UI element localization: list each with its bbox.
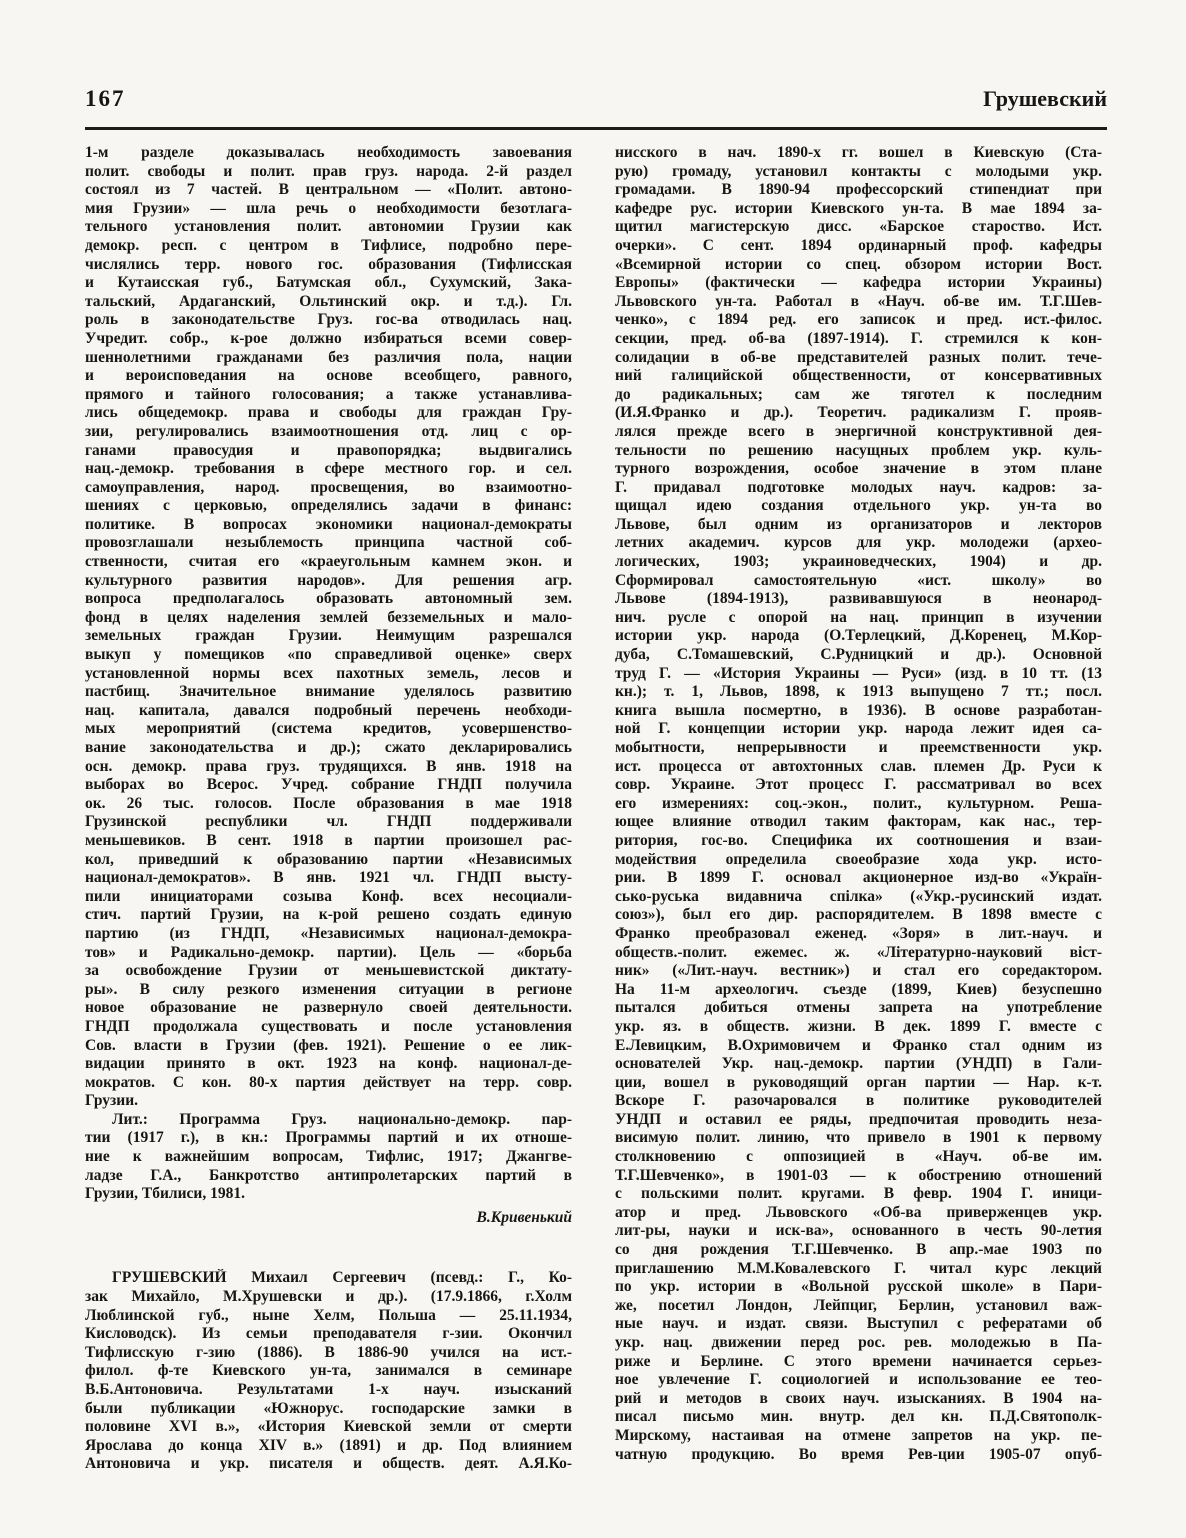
- text-line: щитил магистерскую дисс. «Барское староство. Ист.: [615, 218, 1102, 236]
- text-line: ист. процесса от автохтонных слав. племен Др. Руси к: [615, 757, 1102, 775]
- text-line: мобытности, непрерывности и преемственности укр.: [615, 739, 1102, 756]
- text-line: рии. В 1899 Г. основал акционерное изд-во «Украïн-: [615, 869, 1102, 887]
- text-line: логических, 1903; украиноведческих, 1904) и др.: [615, 553, 1102, 571]
- text-line: и вероисповедания на основе всеобщего, равного,: [85, 367, 572, 385]
- text-line: Учредит. собр., к-рое должно избираться всеми совер-: [85, 329, 572, 347]
- running-head: Грушевский: [983, 86, 1107, 111]
- text-line: писал письмо мин. внутр. дел кн. П.Д.Святополк-: [615, 1408, 1102, 1426]
- text-line: провозглашали незыблемость принципа частной соб-: [85, 534, 572, 552]
- text-line: кол, приведший к образованию партии «Независимых: [85, 850, 572, 868]
- text-line: ное увлечение Г. социологией и использование ее тео-: [615, 1371, 1102, 1389]
- text-line: Кисловодск). Из семьи преподавателя г-зии. Окончил: [85, 1325, 572, 1343]
- text-line: выборах во Всерос. Учред. собрание ГНДП получила: [85, 776, 572, 794]
- text-line: за освобождение Грузии от меньшевистской диктату-: [85, 962, 572, 980]
- text-line: Ярослава до конца XIV в.» (1891) и др. Под влиянием: [85, 1436, 572, 1454]
- text-line: рую) громаду, установил контакты с молодыми укр.: [615, 162, 1102, 180]
- text-line: вопроса предполагалось образовать автономный зем.: [85, 590, 572, 608]
- text-line: ченко», с 1894 ред. его записок и пред. ист.-филос.: [615, 311, 1102, 329]
- text-line: полит. свободы и полит. прав груз. народа. 2-й раздел: [85, 162, 572, 180]
- text-line: тов» и Радикально-демокр. партии). Цель — «борьба: [85, 943, 572, 961]
- header-rule: [85, 127, 1107, 130]
- text-line: основателей Укр. нац.-демокр. партии (УНДП) в Гали-: [615, 1055, 1102, 1073]
- text-line: приглашению М.М.Ковалевского Г. читал курс лекций: [615, 1259, 1102, 1277]
- text-line: ладзе Г.А., Банкротство антипролетарских партий в: [85, 1166, 572, 1184]
- text-line: по укр. истории в «Вольной русской школе» в Пари-: [615, 1278, 1102, 1296]
- text-line: Львове, был одним из организаторов и лекторов: [615, 515, 1102, 533]
- text-line: лит-ры, науки и иск-ва», основанного в честь 90-летия: [615, 1222, 1102, 1240]
- text-line: Мирскому, настаивая на отмене запретов на укр. пе-: [615, 1426, 1102, 1444]
- text-line: дуба, С.Томашевский, С.Рудницкий и др.). Основной: [615, 646, 1102, 664]
- text-line: Антоновича и укр. писателя и обществ. деят. А.Я.Ко-: [85, 1455, 572, 1473]
- text-line: Лит.: Программа Груз. национально-демокр. пар-: [112, 1110, 572, 1128]
- text-line: фонд в целях наделения землей безземельных и мало-: [85, 608, 572, 626]
- page-content: [85, 144, 1102, 1474]
- text-line: УНДП и оставил ее ряды, предпочитая проводить неза-: [615, 1110, 1102, 1128]
- text-line: Сформировал самостоятельную «ист. школу» во: [615, 571, 1102, 589]
- text-line: Г. придавал подготовке молодых науч. кадров: за-: [615, 478, 1102, 496]
- text-line: и Кутаисская губ., Батумская обл., Сухумский, Зака-: [85, 274, 572, 292]
- text-line: пили инициаторами созыва Конф. всех несоциали-: [85, 887, 572, 905]
- text-line: земельных граждан Грузии. Неимущим разрешался: [85, 627, 572, 645]
- text-line: солидации в об-ве представителей разных полит. тече-: [615, 348, 1102, 366]
- text-line: пытался добиться отмены запрета на употребление: [615, 999, 1102, 1017]
- text-line: зак Михайло, М.Хрушевски и др.). (17.9.1866, г.Холм: [85, 1288, 572, 1306]
- text-line: мия Грузии» — шла речь о необходимости безотлага-: [85, 199, 572, 217]
- text-line: же, посетил Лондон, Лейпциг, Берлин, установил важ-: [615, 1296, 1102, 1314]
- text-line: ние к важнейшим вопросам, Тифлис, 1917; Джангве-: [85, 1148, 572, 1166]
- text-line: со дня рождения Т.Г.Шевченко. В апр.-мае 1903 по: [615, 1241, 1102, 1259]
- paragraph: [85, 144, 572, 1111]
- text-line: ний галицийской общественности, от консервативных: [615, 367, 1102, 385]
- text-line: очерки». С сент. 1894 ординарный проф. кафедры: [615, 236, 1102, 254]
- text-line: нац.-демокр. требования в сфере местного гор. и сел.: [85, 460, 572, 478]
- text-line: были публикации «Южнорус. господарские замки в: [85, 1399, 572, 1417]
- text-line: с польскими полит. кругами. В февр. 1904 Г. иници-: [615, 1185, 1102, 1203]
- text-line: мократов. С кон. 80-х партия действует на терр. совр.: [85, 1073, 572, 1091]
- text-line: его измерениях: соц.-экон., полит., культурном. Реша-: [615, 794, 1102, 812]
- text-line: нац. капитала, давался подробный перечень необходи-: [85, 701, 572, 719]
- text-line: Тифлисскую г-зию (1886). В 1886-90 учился на ист.-: [85, 1343, 572, 1361]
- text-line: ной Г. концепции истории укр. народа лежит идея са-: [615, 720, 1102, 738]
- text-line: Львовского ун-та. Работал в «Науч. об-ве им. Т.Г.Шев-: [615, 292, 1102, 310]
- text-line: мых мероприятий (система кредитов, усовершенство-: [85, 720, 572, 738]
- text-line: истории укр. народа (О.Терлецкий, Д.Коренец, М.Кор-: [615, 627, 1102, 645]
- text-line: модействия определила своеобразие хода укр. исто-: [615, 850, 1102, 868]
- text-line: укр. яз. в обществ. жизни. В дек. 1899 Г. вместе с: [615, 1017, 1102, 1035]
- text-line: кн.); т. 1, Львов, 1898, к 1913 выпущено 7 тт.; посл.: [615, 683, 1102, 701]
- text-line: тельного установления полит. автономии Грузии как: [85, 218, 572, 236]
- text-line: Грузии.: [85, 1092, 139, 1110]
- text-line: Сов. власти в Грузии (фев. 1921). Решение о ее лик-: [85, 1036, 572, 1054]
- text-line: ритория, гос-во. Специфика их соотношения и взаи-: [615, 831, 1102, 849]
- paragraph: [85, 1111, 572, 1204]
- text-line: 1-м разделе доказывалась необходимость завоевания: [85, 144, 572, 161]
- text-line: лялся прежде всего в энергичной конструктивной дея-: [615, 422, 1102, 440]
- paragraph: [85, 1269, 572, 1474]
- text-line: совр. Украине. Этот процесс Г. рассматривал во всех: [615, 776, 1102, 794]
- text-line: ок. 26 тыс. голосов. После образования в мае 1918: [85, 794, 572, 812]
- text-line: (И.Я.Франко и др.). Теоретич. радикализм Г. прояв-: [615, 404, 1102, 422]
- text-line: летних академич. курсов для укр. молодежи (архео-: [615, 534, 1102, 552]
- text-line: до радикальных; сам же тяготел к последним: [615, 385, 1102, 403]
- text-line: ГРУШЕВСКИЙ Михаил Сергеевич (псевд.: Г., Ко-: [112, 1269, 572, 1287]
- text-line: прямого и тайного голосования; а также устанавлива-: [85, 385, 572, 403]
- text-line: меньшевиков. В сент. 1918 в партии произошел рас-: [85, 831, 572, 849]
- text-line: Львове (1894-1913), развивавшуюся в неонарод-: [615, 590, 1102, 608]
- text-line: филол. ф-те Киевского ун-та, занимался в семинаре: [85, 1362, 572, 1380]
- text-line: самоуправления, народ. просвещения, во взаимоотно-: [85, 478, 572, 496]
- text-line: турного возрождения, особое значение в этом плане: [615, 460, 1102, 478]
- text-line: Грузии, Тбилиси, 1981.: [85, 1185, 245, 1203]
- text-line: выкуп у помещиков «по справедливой оценке» сверх: [85, 646, 572, 664]
- text-line: стич. партий Грузии, на к-рой решено создать единую: [85, 906, 572, 924]
- text-line: шеннолетними гражданами без различия пола, нации: [85, 348, 572, 366]
- text-line: пастбищ. Значительное внимание уделялось развитию: [85, 683, 572, 701]
- text-line: Франко преобразовал еженед. «Зоря» в лит.-науч. и: [615, 924, 1102, 942]
- text-line: кафедре рус. истории Киевского ун-та. В мае 1894 за-: [615, 199, 1102, 217]
- author-signature: В.Кривенький: [476, 1208, 572, 1226]
- text-line: книга вышла посмертно, в 1936). В основе разработан-: [615, 701, 1102, 719]
- text-line: В.Б.Антоновича. Результатами 1-х науч. изысканий: [85, 1381, 572, 1398]
- text-line: Люблинской губ., ныне Хелм, Польша — 25.11.1934,: [85, 1306, 572, 1324]
- text-line: числялись терр. нового гос. образования (Тифлисская: [85, 255, 572, 273]
- text-line: обществ.-полит. ежемес. ж. «Літературно-науковий віст-: [615, 943, 1102, 961]
- text-line: Т.Г.Шевченко», в 1901-03 — к обострению отношений: [615, 1166, 1102, 1184]
- text-line: видации принято в окт. 1923 на конф. национал-де-: [85, 1055, 572, 1073]
- text-line: шениях с церковью, определялись задачи в финанс:: [85, 497, 572, 515]
- paragraph: [615, 144, 1102, 1464]
- text-line: роль в законодательстве Груз. гос-ва отводилась нац.: [85, 311, 572, 329]
- text-line: труд Г. — «История Украины — Руси» (изд. в 10 тт. (13: [615, 664, 1102, 682]
- text-line: состоял из 7 частей. В центральном — «Полит. автоно-: [85, 181, 572, 199]
- text-line: ющее влияние отводил таким факторам, как нас., тер-: [615, 813, 1102, 831]
- text-line: нич. русле с опорой на нац. принцип в изучении: [615, 608, 1102, 626]
- text-line: новое образование не развернуло своей деятельности.: [85, 999, 572, 1017]
- page-header: [85, 86, 1107, 124]
- text-line: ры». В силу резкого изменения ситуации в регионе: [85, 980, 572, 998]
- text-line: ные науч. и издат. связи. Выступил с рефератами об: [615, 1315, 1102, 1333]
- text-line: лись общедемокр. права и свободы для граждан Гру-: [85, 404, 572, 422]
- text-line: укр. нац. движении перед рос. рев. молодежью в Па-: [615, 1334, 1102, 1351]
- text-line: секции, пред. об-ва (1897-1914). Г. стремился к кон-: [615, 329, 1102, 347]
- text-line: зии, регулировались взаимоотношения отд. лиц с ор-: [85, 422, 572, 440]
- text-line: громадами. В 1890-94 профессорский стипендиат при: [615, 181, 1102, 199]
- text-line: демокр. респ. с центром в Тифлисе, подробно пере-: [85, 236, 572, 254]
- text-line: риже и Берлине. С этого времени начинается серьез-: [615, 1352, 1102, 1370]
- text-line: ственности, считая его «краеугольным камнем экон. и: [85, 553, 572, 571]
- text-line: сько-руська видавнича спілка» («Укр.-русинский издат.: [615, 887, 1102, 905]
- page-number: 167: [85, 86, 126, 111]
- text-line: столкновению с оппозицией в «Науч. об-ве им.: [615, 1148, 1102, 1166]
- text-line: чатную продукцию. Во время Рев-ции 1905-07 опуб-: [615, 1445, 1102, 1463]
- text-line: национал-демократов». В янв. 1921 чл. ГНДП высту-: [85, 869, 572, 887]
- text-line: ции, вошел в руководящий орган партии — Нар. к-т.: [615, 1073, 1102, 1091]
- text-line: тельности по решению насущных проблем укр. куль-: [615, 441, 1102, 459]
- text-line: висимую полит. линию, что привело в 1901 к первому: [615, 1129, 1102, 1147]
- text-line: щищал идею создания отдельного укр. ун-та во: [615, 497, 1102, 515]
- text-line: осн. демокр. права груз. трудящихся. В янв. 1918 на: [85, 757, 572, 775]
- text-line: тии (1917 г.), в кн.: Программы партий и их отноше-: [85, 1129, 572, 1147]
- text-line: нисского в нач. 1890-х гг. вошел в Киевскую (Ста-: [615, 144, 1102, 161]
- text-line: установленной нормы всех пахотных земель, лесов и: [85, 664, 572, 682]
- column-right: [615, 144, 1102, 1474]
- text-line: рий и методов в своих науч. изысканиях. В 1904 на-: [615, 1389, 1102, 1407]
- text-line: ник» («Лит.-науч. вестник») и стал его соредактором.: [615, 962, 1102, 980]
- text-line: Е.Левицким, В.Охримовичем и Франко стал одним из: [615, 1036, 1102, 1054]
- text-line: На 11-м археологич. съезде (1899, Киев) безуспешно: [615, 980, 1102, 998]
- text-line: вание законодательства и др.); сжато декларировались: [85, 739, 572, 756]
- text-line: ганами правосудия и правопорядка; выдвигались: [85, 441, 572, 459]
- text-line: «Всемирной истории со спец. обзором истории Вост.: [615, 255, 1102, 273]
- text-line: половине XVI в.», «История Киевской земли от смерти: [85, 1418, 572, 1436]
- column-left: [85, 144, 572, 1474]
- text-line: ГНДП продолжала существовать и после установления: [85, 1017, 572, 1035]
- text-line: партию (из ГНДП, «Независимых национал-демокра-: [85, 924, 572, 942]
- text-line: политике. В вопросах экономики национал-демократы: [85, 515, 572, 533]
- text-line: тальский, Ардаганский, Ольтинский окр. и т.д.). Гл.: [85, 292, 572, 310]
- text-line: культурного развития народов». Для решения агр.: [85, 571, 572, 589]
- text-line: атор и пред. Львовского «Об-ва приверженцев укр.: [615, 1203, 1102, 1221]
- text-line: Вскоре Г. разочаровался в политике руководителей: [615, 1092, 1102, 1110]
- text-line: Европы» (фактически — кафедра истории Украины): [615, 274, 1102, 292]
- text-line: Грузинской республики чл. ГНДП поддерживали: [85, 813, 572, 831]
- text-line: союз»), был его дир. распорядителем. В 1898 вместе с: [615, 906, 1102, 924]
